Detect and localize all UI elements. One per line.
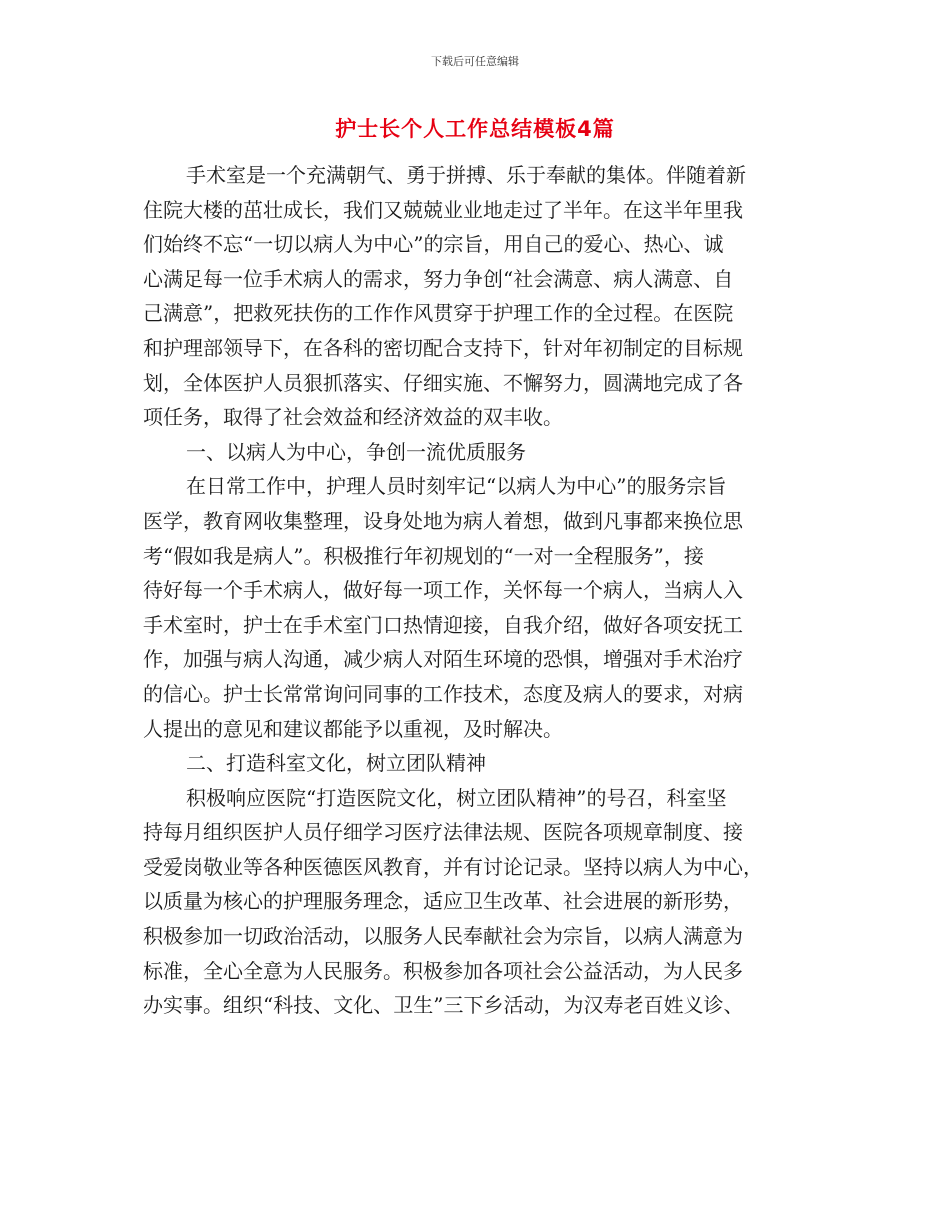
text-line: 项任务，取得了社会效益和经济效益的双丰收。 (143, 405, 563, 430)
text-line: 考“假如我是病人”。积极推行年初规划的“一对一全程服务”，接 (143, 543, 704, 568)
text-line: 积极参加一切政治活动，以服务人民奉献社会为宗旨，以病人满意为 (143, 924, 743, 949)
text-line: 己满意”，把救死扶伤的工作作风贯穿于护理工作的全过程。在医院 (143, 301, 734, 326)
text-line: 心满足每一位手术病人的需求，努力争创“社会满意、病人满意、自 (143, 266, 734, 291)
text-line: 手术室是一个充满朝气、勇于拼搏、乐于奉献的集体。伴随着新 (186, 163, 746, 187)
text-line: 们始终不忘“一切以病人为中心”的宗旨，用自己的爱心、热心、诚 (143, 232, 724, 257)
text-line: 受爱岗敬业等各种医德医风教育，并有讨论记录。坚持以病人为中心， (143, 854, 763, 879)
text-line: 办实事。组织“科技、文化、卫生”三下乡活动，为汉寿老百姓义诊、 (143, 993, 744, 1018)
text-line: 在日常工作中，护理人员时刻牢记“以病人为中心”的服务宗旨 (186, 474, 727, 499)
text-line: 住院大楼的茁壮成长，我们又兢兢业业地走过了半年。在这半年里我 (143, 197, 743, 222)
text-line: 一、以病人为中心，争创一流优质服务 (186, 439, 526, 464)
text-line: 以质量为核心的护理服务理念，适应卫生改革、社会进展的新形势， (143, 889, 743, 914)
text-line: 作，加强与病人沟通，减少病人对陌生环境的恐惧，增强对手术治疗 (143, 647, 743, 672)
text-line: 积极响应医院“打造医院文化，树立团队精神”的号召，科室坚 (186, 785, 727, 810)
header-note: 下载后可任意编辑 (431, 55, 519, 68)
document-title: 护士长个人工作总结模板4篇 (335, 117, 615, 141)
text-line: 人提出的意见和建议都能予以重视，及时解决。 (143, 716, 563, 741)
text-line: 划，全体医护人员狠抓落实、仔细实施、不懈努力，圆满地完成了各 (143, 370, 743, 395)
text-line: 二、打造科室文化，树立团队精神 (186, 751, 486, 776)
text-line: 医学，教育网收集整理，设身处地为病人着想，做到凡事都来换位思 (143, 508, 743, 533)
text-line: 的信心。护士长常常询问同事的工作技术，态度及病人的要求，对病 (143, 681, 743, 706)
text-line: 标准，全心全意为人民服务。积极参加各项社会公益活动，为人民多 (143, 958, 743, 983)
text-line: 待好每一个手术病人，做好每一项工作，关怀每一个病人，当病人入 (143, 578, 743, 603)
document-body (143, 158, 803, 1023)
text-line: 和护理部领导下，在各科的密切配合支持下，针对年初制定的目标规 (143, 335, 743, 360)
text-line: 持每月组织医护人员仔细学习医疗法律法规、医院各项规章制度、接 (143, 820, 743, 845)
text-line: 手术室时，护士在手术室门口热情迎接，自我介绍，做好各项安抚工 (143, 612, 743, 637)
